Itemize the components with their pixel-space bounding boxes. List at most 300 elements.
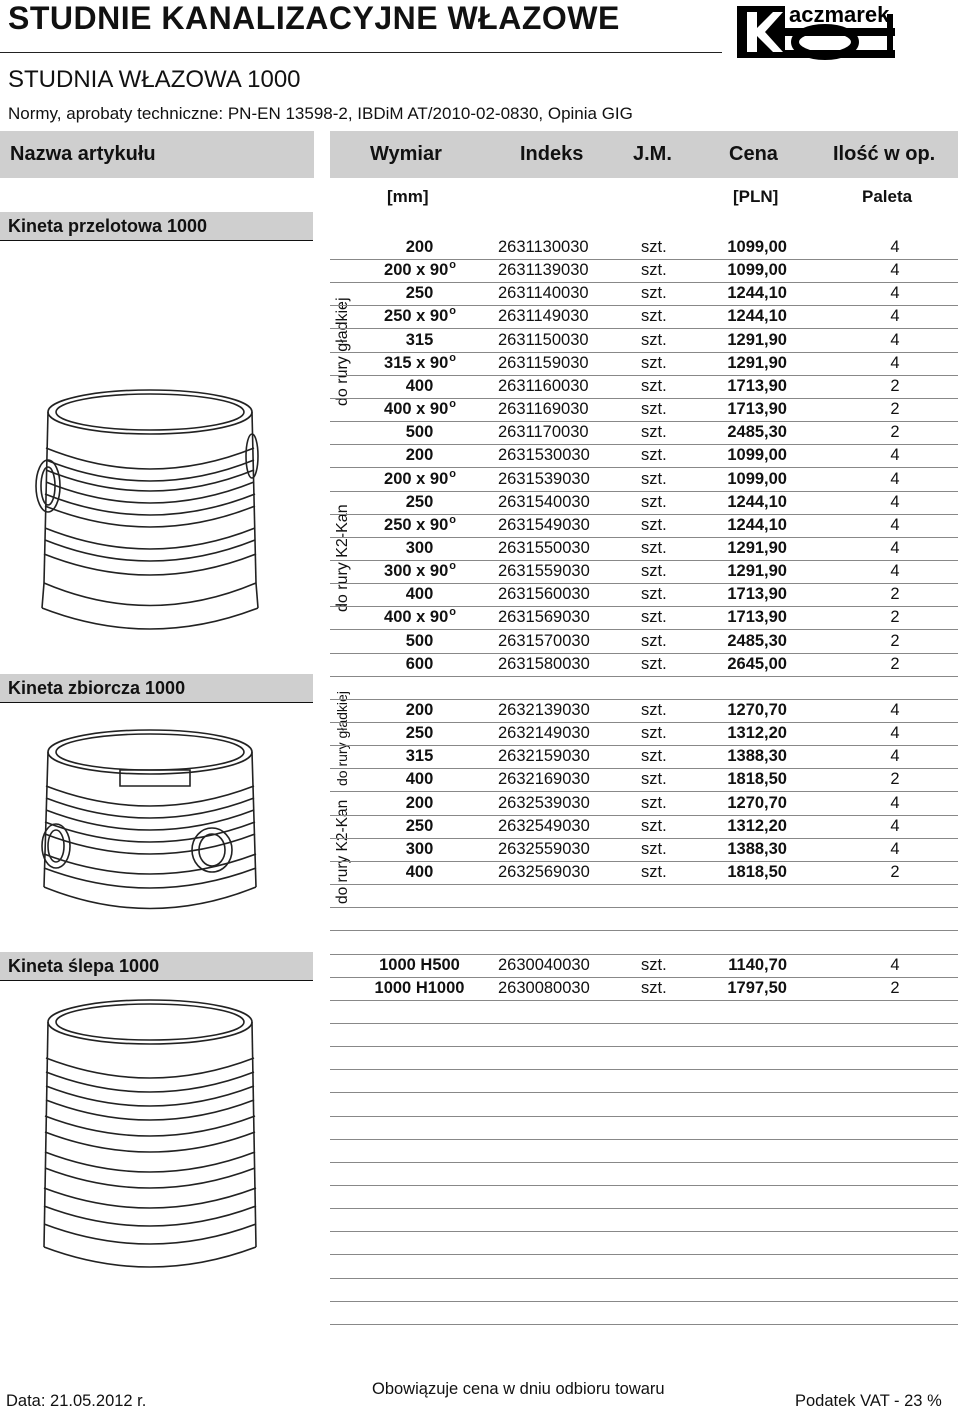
index-cell-text: 2632549030 xyxy=(498,816,590,835)
quantity-cell xyxy=(850,238,940,257)
quantity-cell-text: 2 xyxy=(890,631,900,650)
quantity-cell-text: 4 xyxy=(890,724,900,743)
index-cell xyxy=(498,423,589,442)
section-title: Kineta ślepa 1000 xyxy=(8,956,160,976)
price-cell xyxy=(692,794,787,813)
index-cell xyxy=(498,608,590,627)
price-cell-text: 1713,90 xyxy=(727,585,787,604)
table-row xyxy=(330,421,958,445)
price-cell xyxy=(692,956,787,975)
price-cell xyxy=(692,608,787,627)
price-cell xyxy=(692,817,787,836)
unit-cell-text: szt. xyxy=(641,608,667,627)
index-cell xyxy=(498,377,589,396)
quantity-cell-text: 4 xyxy=(890,261,900,280)
price-cell-text: 1099,00 xyxy=(727,261,787,280)
unit-cell xyxy=(641,817,667,836)
norms-text: Normy, aprobaty techniczne: PN-EN 13598-2, IBDiM AT/2010-02-0830, Opinia GIG xyxy=(8,104,633,123)
table-row xyxy=(330,768,958,792)
quantity-cell-text: 4 xyxy=(890,284,900,303)
quantity-cell xyxy=(850,863,940,882)
unit-cell xyxy=(641,331,667,350)
index-cell xyxy=(498,863,590,882)
dimension-cell xyxy=(365,331,475,350)
price-cell xyxy=(692,307,787,326)
price-cell-text: 1291,90 xyxy=(727,539,787,557)
unit-cell xyxy=(641,562,667,581)
index-cell xyxy=(498,261,589,280)
price-cell xyxy=(692,562,787,581)
dimension-cell-text: 250 xyxy=(405,816,434,835)
unit-cell xyxy=(641,261,667,280)
price-cell xyxy=(692,979,787,998)
table-row xyxy=(330,375,958,399)
unit-cell-text: szt. xyxy=(641,585,667,604)
index-cell xyxy=(498,701,590,720)
index-cell-text: 2631569030 xyxy=(498,608,590,627)
unit-cell-text: szt. xyxy=(641,816,667,835)
price-unit-label: [PLN] xyxy=(733,187,779,206)
unit-cell xyxy=(641,446,667,465)
dimension-cell-text: 250 xyxy=(405,284,434,303)
dimension-cell-text: 315 x 90 xyxy=(384,353,449,372)
dimension-cell xyxy=(365,307,475,326)
index-cell-text: 2630080030 xyxy=(498,978,590,997)
table-row xyxy=(330,1116,958,1140)
quantity-cell xyxy=(850,261,940,280)
dimension-cell-text: 500 xyxy=(405,423,434,442)
table-row xyxy=(330,861,958,885)
dimension-cell xyxy=(365,351,475,373)
table-row xyxy=(330,838,958,862)
product-title: STUDNIA WŁAZOWA 1000 xyxy=(8,66,301,93)
quantity-cell-text: 2 xyxy=(890,978,900,997)
price-cell-text: 1713,90 xyxy=(727,400,787,418)
index-cell-text: 2631560030 xyxy=(498,585,590,604)
quantity-cell xyxy=(850,516,940,535)
quantity-cell xyxy=(850,470,940,489)
degree-mark: o xyxy=(449,560,456,573)
index-cell-text: 2632169030 xyxy=(498,770,590,789)
unit-cell-text: szt. xyxy=(641,955,667,974)
dimension-cell xyxy=(365,261,475,280)
index-cell xyxy=(498,238,589,257)
index-cell-text: 2631550030 xyxy=(498,539,590,557)
dimension-cell xyxy=(365,794,475,813)
quantity-cell xyxy=(850,747,940,766)
dimension-cell-text: 200 x 90 xyxy=(384,261,449,280)
page-title: STUDNIE KANALIZACYJNE WŁAZOWE xyxy=(8,0,620,36)
quantity-cell-text: 4 xyxy=(890,446,900,465)
price-cell xyxy=(692,354,787,373)
unit-cell xyxy=(641,539,667,558)
unit-cell xyxy=(641,701,667,720)
index-cell-text: 2632139030 xyxy=(498,701,590,719)
dimension-cell-text: 400 x 90 xyxy=(384,400,449,418)
table-row xyxy=(330,329,958,353)
quantity-cell xyxy=(850,446,940,465)
quantity-cell xyxy=(850,354,940,373)
price-cell-text: 1818,50 xyxy=(727,863,787,881)
index-cell-text: 2631170030 xyxy=(498,423,589,442)
table-row xyxy=(330,398,958,422)
unit-cell-text: szt. xyxy=(641,747,667,766)
dimension-cell-text: 315 xyxy=(405,330,434,349)
dimension-cell-text: 1000 H500 xyxy=(379,955,460,974)
dimension-cell xyxy=(365,467,475,489)
price-cell xyxy=(692,539,787,558)
unit-cell xyxy=(641,840,667,859)
dimension-cell xyxy=(365,1257,475,1276)
unit-cell-text: szt. xyxy=(641,423,667,442)
unit-cell xyxy=(641,307,667,326)
col-header-price: Cena xyxy=(729,143,778,165)
unit-cell-text: szt. xyxy=(641,539,667,557)
index-cell xyxy=(498,331,589,350)
price-cell xyxy=(692,261,787,280)
quantity-cell-text: 4 xyxy=(890,701,900,719)
dimension-cell xyxy=(365,1164,475,1183)
dimension-cell xyxy=(365,632,475,651)
dimension-cell-text: 400 xyxy=(405,863,434,881)
quantity-cell xyxy=(850,400,940,419)
dimension-cell xyxy=(365,886,475,905)
kineta-przelotowa-illustration xyxy=(30,378,270,648)
index-cell xyxy=(498,979,590,998)
table-row xyxy=(330,1093,958,1117)
quantity-cell-text: 4 xyxy=(890,793,900,812)
index-cell xyxy=(498,284,589,303)
price-cell xyxy=(692,493,787,512)
degree-mark: o xyxy=(449,513,456,526)
dimension-cell xyxy=(365,1233,475,1252)
index-cell xyxy=(498,794,590,813)
unit-cell-text: szt. xyxy=(641,515,667,534)
dimension-cell-text: 200 xyxy=(405,446,434,465)
price-cell xyxy=(692,238,787,257)
dimension-cell xyxy=(365,1048,475,1067)
index-cell-text: 2631130030 xyxy=(498,238,589,256)
index-cell xyxy=(498,770,590,789)
price-cell-text: 1244,10 xyxy=(727,284,787,303)
index-cell xyxy=(498,539,590,558)
unit-cell-text: szt. xyxy=(641,701,667,719)
index-cell-text: 2631580030 xyxy=(498,654,590,673)
table-row xyxy=(330,630,958,654)
qty-unit-label: Paleta xyxy=(862,187,913,206)
table-row xyxy=(330,352,958,376)
table-row xyxy=(330,1023,958,1047)
degree-mark: o xyxy=(449,606,456,619)
index-cell xyxy=(498,840,590,859)
price-cell-text: 1291,90 xyxy=(727,330,787,349)
dimension-cell-text: 200 xyxy=(405,793,434,812)
index-cell-text: 2631540030 xyxy=(498,492,590,511)
price-cell xyxy=(692,516,787,535)
quantity-cell xyxy=(850,331,940,350)
index-cell-text: 2631159030 xyxy=(498,353,589,372)
price-cell-text: 1312,20 xyxy=(727,816,787,835)
table-row xyxy=(330,514,958,538)
dimension-cell xyxy=(365,863,475,882)
unit-cell xyxy=(641,863,667,882)
vertical-label-k2kan-pipe: do rury K2-Kan xyxy=(334,504,351,612)
quantity-cell-text: 4 xyxy=(890,492,900,511)
price-cell xyxy=(692,585,787,604)
price-cell-text: 1291,90 xyxy=(727,353,787,372)
unit-cell xyxy=(641,747,667,766)
dimension-cell xyxy=(365,678,475,697)
dimension-cell xyxy=(365,284,475,303)
price-cell xyxy=(692,863,787,882)
unit-cell-text: szt. xyxy=(641,631,667,650)
quantity-cell xyxy=(850,794,940,813)
dimension-cell-text: 1000 H1000 xyxy=(374,978,465,997)
quantity-cell-text: 2 xyxy=(890,770,900,789)
dimension-cell xyxy=(365,1118,475,1137)
table-row xyxy=(330,1046,958,1070)
unit-cell xyxy=(641,794,667,813)
quantity-cell-text: 2 xyxy=(890,863,900,881)
table-row xyxy=(330,1162,958,1186)
index-cell-text: 2630040030 xyxy=(498,955,590,974)
dimension-cell-text: 600 xyxy=(405,654,434,673)
price-cell-text: 1099,00 xyxy=(727,469,787,488)
footer-vat: Podatek VAT - 23 % xyxy=(795,1392,942,1410)
index-cell xyxy=(498,307,589,326)
footer-note: Obowiązuje cena w dniu odbioru towaru xyxy=(372,1380,665,1398)
unit-cell xyxy=(641,493,667,512)
table-row xyxy=(330,236,958,260)
unit-cell-text: szt. xyxy=(641,307,667,326)
index-cell xyxy=(498,562,590,581)
price-cell-text: 1270,70 xyxy=(727,793,787,812)
unit-cell xyxy=(641,238,667,257)
price-cell xyxy=(692,747,787,766)
dimension-cell-text: 300 x 90 xyxy=(384,562,449,581)
table-row xyxy=(330,1139,958,1163)
quantity-cell xyxy=(850,585,940,604)
dimension-cell xyxy=(365,1002,475,1021)
index-cell xyxy=(498,516,590,535)
price-cell xyxy=(692,284,787,303)
table-row xyxy=(330,1255,958,1279)
quantity-cell-text: 4 xyxy=(890,307,900,326)
quantity-cell-text: 2 xyxy=(890,654,900,673)
table-row xyxy=(330,468,958,492)
quantity-cell-text: 4 xyxy=(890,747,900,766)
index-cell xyxy=(498,400,589,419)
vertical-label-smooth-pipe: do rury gładkiej xyxy=(334,691,350,786)
price-cell-text: 1388,30 xyxy=(727,747,787,766)
dimension-cell xyxy=(365,933,475,952)
unit-cell-text: szt. xyxy=(641,724,667,743)
table-row xyxy=(330,259,958,283)
unit-cell xyxy=(641,400,667,419)
dimension-cell xyxy=(365,655,475,674)
index-cell-text: 2632559030 xyxy=(498,839,590,858)
title-divider xyxy=(0,52,722,53)
index-cell-text: 2631140030 xyxy=(498,284,589,303)
table-row xyxy=(330,931,958,955)
dimension-cell-text: 200 x 90 xyxy=(384,469,449,488)
dimension-cell xyxy=(365,493,475,512)
kineta-zbiorcza-illustration xyxy=(30,722,270,937)
section-title: Kineta przelotowa 1000 xyxy=(8,216,208,236)
price-cell xyxy=(692,331,787,350)
price-cell-text: 1244,10 xyxy=(727,307,787,326)
unit-cell-text: szt. xyxy=(641,770,667,789)
price-cell-text: 1291,90 xyxy=(727,562,787,581)
index-cell xyxy=(498,446,590,465)
dimension-cell xyxy=(365,770,475,789)
dimension-cell xyxy=(365,238,475,257)
dimension-cell xyxy=(365,513,475,535)
price-cell-text: 1797,50 xyxy=(727,978,787,997)
index-cell-text: 2632149030 xyxy=(498,724,590,743)
index-cell xyxy=(498,956,590,975)
unit-cell xyxy=(641,724,667,743)
unit-cell xyxy=(641,470,667,489)
col-header-name: Nazwa artykułu xyxy=(10,143,156,165)
dimension-cell xyxy=(365,1280,475,1299)
vertical-label-k2kan-pipe: do rury K2-Kan xyxy=(334,799,351,904)
dimension-cell-text: 250 xyxy=(405,492,434,511)
table-row xyxy=(330,653,958,677)
price-cell-text: 1312,20 xyxy=(727,724,787,743)
table-row xyxy=(330,792,958,816)
quantity-cell-text: 4 xyxy=(890,816,900,835)
table-row xyxy=(330,745,958,769)
footer-date: Data: 21.05.2012 r. xyxy=(6,1392,147,1410)
dimension-cell xyxy=(365,1095,475,1114)
table-row xyxy=(330,282,958,306)
unit-cell xyxy=(641,354,667,373)
index-cell-text: 2631539030 xyxy=(498,469,590,488)
index-cell xyxy=(498,655,590,674)
dimension-cell xyxy=(365,909,475,928)
index-cell-text: 2632539030 xyxy=(498,793,590,812)
dimension-cell xyxy=(365,701,475,720)
price-cell xyxy=(692,840,787,859)
col-header-qty: Ilość w op. xyxy=(833,143,936,165)
dimension-cell xyxy=(365,956,475,975)
dimension-cell-text: 200 xyxy=(405,701,434,719)
price-cell-text: 1713,90 xyxy=(727,608,787,627)
dimension-cell xyxy=(365,377,475,396)
table-row xyxy=(330,954,958,978)
index-cell xyxy=(498,470,590,489)
section-title: Kineta zbiorcza 1000 xyxy=(8,678,186,698)
price-cell-text: 1099,00 xyxy=(727,238,787,256)
quantity-cell-text: 4 xyxy=(890,562,900,581)
table-row xyxy=(330,699,958,723)
dimension-cell xyxy=(365,747,475,766)
unit-cell-text: szt. xyxy=(641,469,667,488)
quantity-cell xyxy=(850,817,940,836)
index-cell-text: 2631530030 xyxy=(498,446,590,465)
quantity-cell xyxy=(850,539,940,558)
index-cell-text: 2631549030 xyxy=(498,515,590,534)
price-cell xyxy=(692,377,787,396)
section-header-zbiorcza xyxy=(0,674,313,703)
col-header-dim: Wymiar xyxy=(370,143,442,165)
price-cell-text: 1388,30 xyxy=(727,839,787,858)
quantity-cell-text: 4 xyxy=(890,353,900,372)
quantity-cell xyxy=(850,493,940,512)
col-header-index: Indeks xyxy=(520,143,584,165)
degree-mark: o xyxy=(449,305,456,318)
dimension-cell-text: 300 xyxy=(405,839,434,858)
unit-cell-text: szt. xyxy=(641,376,667,395)
unit-cell-text: szt. xyxy=(641,400,667,418)
dimension-cell-text: 315 xyxy=(405,747,434,766)
table-row xyxy=(330,676,958,700)
quantity-cell-text: 4 xyxy=(890,330,900,349)
price-cell xyxy=(692,470,787,489)
quantity-cell-text: 2 xyxy=(890,423,900,442)
table-row xyxy=(330,1301,958,1325)
unit-cell-text: szt. xyxy=(641,863,667,881)
price-cell-text: 1713,90 xyxy=(727,376,787,395)
quantity-cell-text: 4 xyxy=(890,539,900,557)
quantity-cell xyxy=(850,956,940,975)
unit-cell xyxy=(641,608,667,627)
unit-cell-text: szt. xyxy=(641,353,667,372)
table-row xyxy=(330,977,958,1001)
unit-cell xyxy=(641,632,667,651)
index-cell xyxy=(498,585,590,604)
unit-cell xyxy=(641,956,667,975)
unit-cell-text: szt. xyxy=(641,238,667,256)
price-cell-text: 1818,50 xyxy=(727,770,787,789)
dimension-cell xyxy=(365,423,475,442)
dimension-cell xyxy=(365,1025,475,1044)
quantity-cell xyxy=(850,423,940,442)
quantity-cell xyxy=(850,770,940,789)
dimension-cell xyxy=(365,1187,475,1206)
table-row xyxy=(330,1069,958,1093)
price-cell xyxy=(692,632,787,651)
price-cell xyxy=(692,446,787,465)
dimension-cell-text: 250 xyxy=(405,724,434,743)
unit-cell xyxy=(641,516,667,535)
unit-cell xyxy=(641,770,667,789)
table-row xyxy=(330,1231,958,1255)
dimension-cell-text: 400 xyxy=(405,376,434,395)
company-logo xyxy=(737,2,905,62)
table-row xyxy=(330,1000,958,1024)
section-header-przelotowa xyxy=(0,212,313,241)
dimension-cell-text: 400 xyxy=(405,770,434,789)
unit-cell xyxy=(641,377,667,396)
col-header-unit: J.M. xyxy=(633,143,672,165)
quantity-cell xyxy=(850,608,940,627)
price-cell-text: 1099,00 xyxy=(727,446,787,465)
unit-cell-text: szt. xyxy=(641,839,667,858)
index-cell xyxy=(498,747,590,766)
table-row xyxy=(330,583,958,607)
table-row xyxy=(330,560,958,584)
table-row xyxy=(330,444,958,468)
price-cell-text: 2645,00 xyxy=(727,654,787,673)
quantity-cell xyxy=(850,979,940,998)
quantity-cell-text: 2 xyxy=(890,376,900,395)
quantity-cell-text: 4 xyxy=(890,469,900,488)
price-cell xyxy=(692,724,787,743)
unit-cell-text: szt. xyxy=(641,654,667,673)
index-cell-text: 2631570030 xyxy=(498,631,590,650)
